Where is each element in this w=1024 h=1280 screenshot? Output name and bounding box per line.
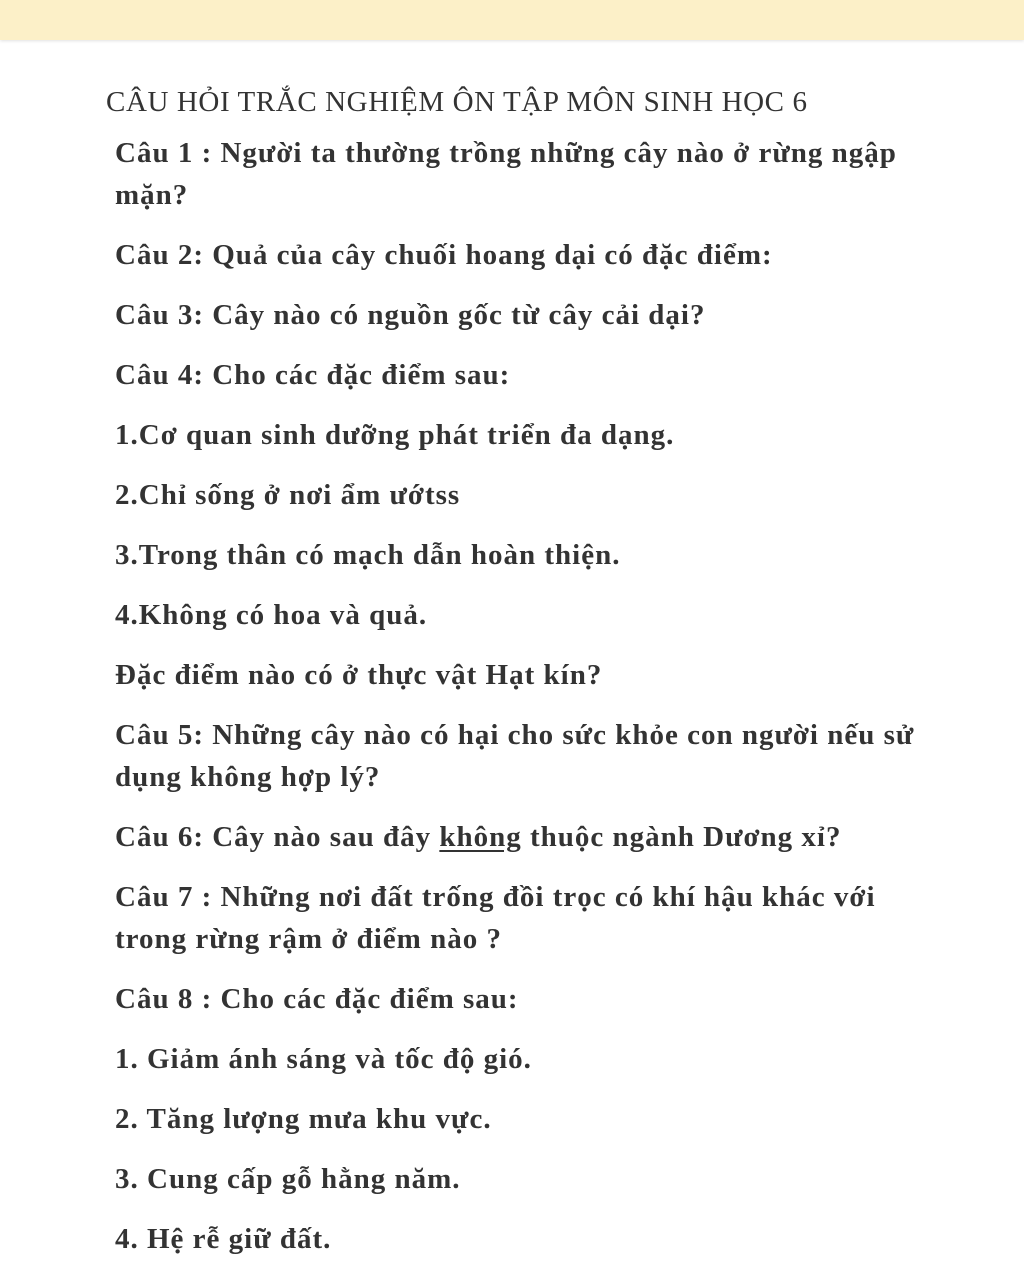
question-8-option-4: 4. Hệ rễ giữ đất. <box>115 1223 332 1255</box>
document-title: CÂU HỎI TRẮC NGHIỆM ÔN TẬP MÔN SINH HỌC 6 <box>106 86 808 118</box>
question-8-option-1: 1. Giảm ánh sáng và tốc độ gió. <box>115 1043 532 1075</box>
question-6-before: Câu 6: Cây nào sau đây <box>115 821 440 853</box>
question-6-underlined: không <box>439 821 522 853</box>
question-2: Câu 2: Quả của cây chuối hoang dại có đặc điểm: <box>115 239 773 271</box>
question-3: Câu 3: Cây nào có nguồn gốc từ cây cải dại? <box>115 299 706 331</box>
question-5: Câu 5: Những cây nào có hại cho sức khỏe con người nếu sử dụng không hợp lý? <box>115 719 915 793</box>
question-7: Câu 7 : Những nơi đất trống đồi trọc có khí hậu khác với trong rừng rậm ở điểm nào ? <box>115 881 876 955</box>
question-4-option-4: 4.Không có hoa và quả. <box>115 599 428 631</box>
question-6-after: thuộc ngành Dương xỉ? <box>521 821 842 853</box>
question-8: Câu 8 : Cho các đặc điểm sau: <box>115 983 519 1015</box>
question-4-prompt: Đặc điểm nào có ở thực vật Hạt kín? <box>115 659 603 691</box>
top-banner-bar <box>0 0 1024 40</box>
question-6 <box>115 816 915 858</box>
question-4: Câu 4: Cho các đặc điểm sau: <box>115 359 511 391</box>
question-4-option-1: 1.Cơ quan sinh dưỡng phát triển đa dạng. <box>115 419 675 451</box>
question-1: Câu 1 : Người ta thường trồng những cây nào ở rừng ngập mặn? <box>115 137 897 211</box>
question-4-option-3: 3.Trong thân có mạch dẫn hoàn thiện. <box>115 539 621 571</box>
document-body <box>106 83 915 1278</box>
question-4-option-2: 2.Chỉ sống ở nơi ẩm ướtss <box>115 479 461 511</box>
question-8-option-3: 3. Cung cấp gỗ hằng năm. <box>115 1163 461 1195</box>
question-8-option-2: 2. Tăng lượng mưa khu vực. <box>115 1103 492 1135</box>
